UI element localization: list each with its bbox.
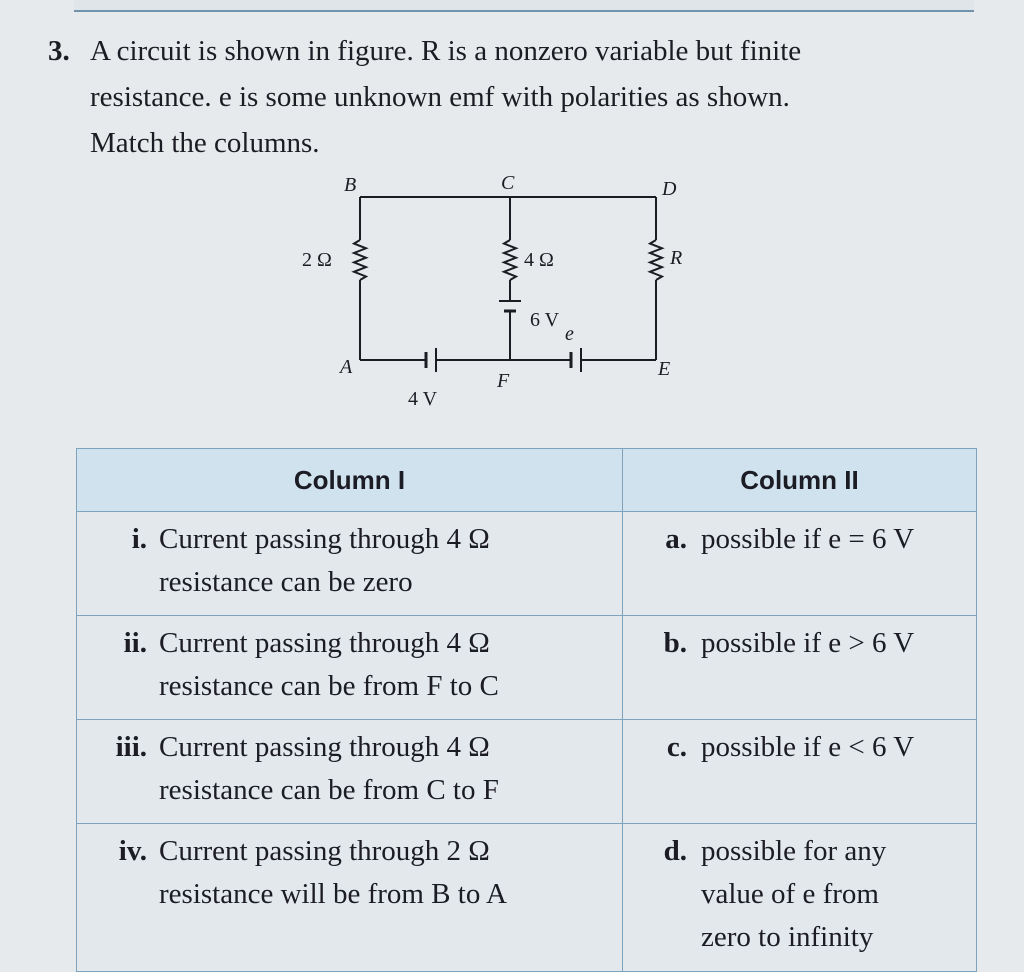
question-line: Match the columns. <box>90 127 320 159</box>
option-text-line: possible if e < 6 V <box>701 731 915 763</box>
option-letter: b. <box>663 627 687 659</box>
battery-left-label: 4 V <box>408 388 438 410</box>
circuit-diagram <box>260 165 720 425</box>
item-text-line: Current passing through 4 Ω <box>159 523 490 555</box>
item-number: iv. <box>118 835 147 867</box>
question-line: A circuit is shown in figure. R is a nonzero variable but finite <box>90 35 802 67</box>
option-text-line: zero to infinity <box>701 921 874 953</box>
item-number: ii. <box>123 627 147 659</box>
option-text-line: value of e from <box>701 878 879 910</box>
question-number: 3. <box>48 35 70 67</box>
previous-content-band <box>74 0 974 12</box>
column-1-cell <box>77 824 623 972</box>
resistor-left <box>354 240 366 280</box>
column-1-item <box>87 518 612 604</box>
table-row <box>77 616 977 720</box>
column-1-cell <box>77 720 623 824</box>
item-text-line: resistance can be zero <box>159 566 413 598</box>
column-2-option <box>633 830 966 959</box>
question-line: resistance. e is some unknown emf with polarities as shown. <box>90 81 790 113</box>
resistor-left-label: 2 Ω <box>302 249 332 271</box>
table-row <box>77 824 977 972</box>
option-letter: a. <box>665 523 687 555</box>
table-row <box>77 512 977 616</box>
option-text-line: possible if e > 6 V <box>701 627 915 659</box>
column-1-cell <box>77 512 623 616</box>
column-2-option <box>633 726 966 769</box>
node-label-d: D <box>662 178 677 200</box>
column-header-1: Column I <box>77 449 623 512</box>
item-text-line: resistance can be from C to F <box>159 774 499 806</box>
column-2-cell <box>623 512 977 616</box>
resistor-middle <box>504 240 516 280</box>
option-text-line: possible for any <box>701 835 887 867</box>
table-header-row <box>77 449 977 512</box>
item-text-line: resistance can be from F to C <box>159 670 499 702</box>
node-label-a: A <box>340 356 353 378</box>
column-1-cell <box>77 616 623 720</box>
column-2-cell <box>623 616 977 720</box>
resistor-right-label: R <box>670 247 683 269</box>
item-text-line: resistance will be from B to A <box>159 878 507 910</box>
column-2-option <box>633 622 966 665</box>
battery-middle-label: 6 V <box>530 309 560 331</box>
node-label-b: B <box>344 174 357 196</box>
match-columns-table <box>76 448 977 972</box>
column-1-item <box>87 726 612 812</box>
column-1-item <box>87 622 612 708</box>
node-label-f: F <box>497 370 510 392</box>
resistor-middle-label: 4 Ω <box>524 249 554 271</box>
column-1-item <box>87 830 612 916</box>
option-letter: d. <box>663 835 687 867</box>
node-label-e: E <box>658 358 671 380</box>
option-letter: c. <box>666 731 687 763</box>
column-2-option <box>633 518 966 561</box>
item-number: i. <box>131 523 147 555</box>
resistor-right <box>650 240 662 280</box>
table-row <box>77 720 977 824</box>
option-text-line: possible if e = 6 V <box>701 523 915 555</box>
question-text <box>90 28 990 166</box>
column-2-cell <box>623 824 977 972</box>
emf-label: e <box>565 323 574 345</box>
item-text-line: Current passing through 2 Ω <box>159 835 490 867</box>
item-text-line: Current passing through 4 Ω <box>159 731 490 763</box>
column-header-2: Column II <box>623 449 977 512</box>
node-label-c: C <box>501 172 515 194</box>
item-text-line: Current passing through 4 Ω <box>159 627 490 659</box>
item-number: iii. <box>115 731 147 763</box>
column-2-cell <box>623 720 977 824</box>
